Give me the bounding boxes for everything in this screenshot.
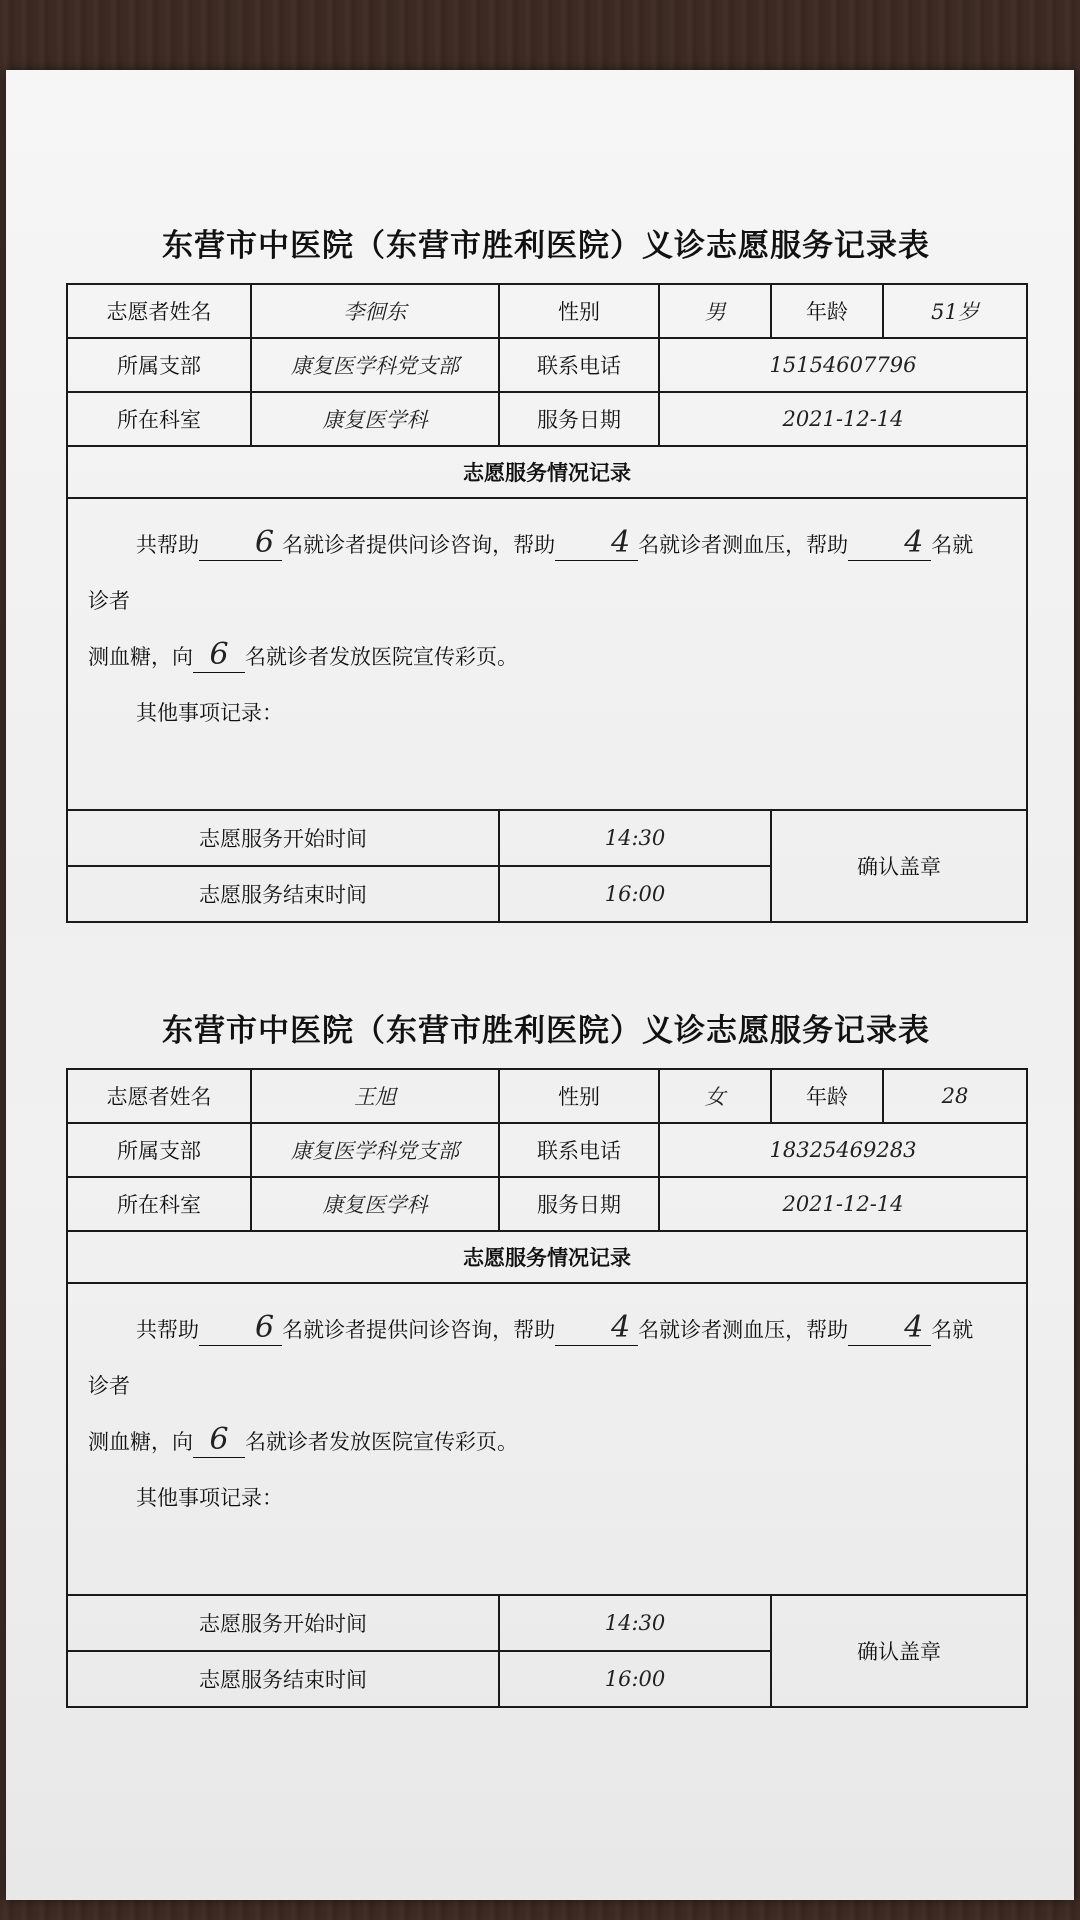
record-line	[88, 1302, 976, 1414]
name-label: 志愿者姓名	[67, 284, 251, 338]
department-label: 所在科室	[67, 1177, 251, 1231]
section-title: 志愿服务情况记录	[67, 1231, 1027, 1283]
blood-sugar-count: 4	[848, 526, 931, 561]
brochure-count: 6	[193, 1423, 245, 1458]
blood-pressure-count: 4	[555, 526, 638, 561]
record-line	[88, 517, 976, 629]
record-text: 名就诊者	[88, 533, 974, 613]
service-record-form-1	[66, 220, 1026, 923]
name-label: 志愿者姓名	[67, 1069, 251, 1123]
end-time-value: 16:00	[499, 1651, 771, 1707]
record-text: 名就诊者测血压，帮助	[638, 1318, 849, 1342]
end-time-value: 16:00	[499, 866, 771, 922]
service-record-text	[67, 1283, 1027, 1595]
age-value: 28	[883, 1069, 1027, 1123]
department-value: 康复医学科	[251, 1177, 499, 1231]
other-notes-label: 其他事项记录：	[136, 1486, 283, 1510]
record-line	[88, 629, 976, 685]
other-notes-label: 其他事项记录：	[136, 701, 283, 725]
end-time-label: 志愿服务结束时间	[67, 1651, 499, 1707]
age-label: 年龄	[771, 284, 883, 338]
start-time-label: 志愿服务开始时间	[67, 810, 499, 866]
service-date-value: 2021-12-14	[659, 392, 1027, 446]
start-time-value: 14:30	[499, 1595, 771, 1651]
record-text: 共帮助	[136, 533, 199, 557]
phone-value: 18325469283	[659, 1123, 1027, 1177]
gender-label: 性别	[499, 1069, 659, 1123]
record-text: 名就诊者提供问诊咨询，帮助	[282, 1318, 556, 1342]
form-title: 东营市中医院（东营市胜利医院）义诊志愿服务记录表	[162, 1013, 930, 1049]
age-label: 年龄	[771, 1069, 883, 1123]
blood-pressure-count: 4	[555, 1311, 638, 1346]
branch-value: 康复医学科党支部	[251, 338, 499, 392]
confirm-stamp-label: 确认盖章	[771, 1595, 1027, 1707]
service-date-label: 服务日期	[499, 392, 659, 446]
blood-sugar-count: 4	[848, 1311, 931, 1346]
branch-label: 所属支部	[67, 338, 251, 392]
service-date-value: 2021-12-14	[659, 1177, 1027, 1231]
record-text: 共帮助	[136, 1318, 199, 1342]
consult-count: 6	[199, 1311, 282, 1346]
record-text: 名就诊者测血压，帮助	[638, 533, 849, 557]
age-value: 51岁	[883, 284, 1027, 338]
service-record-form-2	[66, 1005, 1026, 1708]
gender-value: 男	[659, 284, 771, 338]
record-text: 名就诊者发放医院宣传彩页。	[245, 1430, 518, 1454]
branch-label: 所属支部	[67, 1123, 251, 1177]
gender-value: 女	[659, 1069, 771, 1123]
phone-value: 15154607796	[659, 338, 1027, 392]
record-text: 名就诊者发放医院宣传彩页。	[245, 645, 518, 669]
confirm-stamp-label: 确认盖章	[771, 810, 1027, 922]
branch-value: 康复医学科党支部	[251, 1123, 499, 1177]
service-record-text	[67, 498, 1027, 810]
brochure-count: 6	[193, 638, 245, 673]
record-text: 测血糖，向	[88, 1430, 193, 1454]
service-date-label: 服务日期	[499, 1177, 659, 1231]
department-value: 康复医学科	[251, 392, 499, 446]
department-label: 所在科室	[67, 392, 251, 446]
record-text: 名就诊者	[88, 1318, 974, 1398]
name-value: 王旭	[251, 1069, 499, 1123]
paper-sheet	[6, 70, 1074, 1900]
name-value: 李徊东	[251, 284, 499, 338]
phone-label: 联系电话	[499, 338, 659, 392]
record-line	[88, 1414, 976, 1470]
end-time-label: 志愿服务结束时间	[67, 866, 499, 922]
record-table	[66, 283, 1028, 923]
record-text: 名就诊者提供问诊咨询，帮助	[282, 533, 556, 557]
start-time-value: 14:30	[499, 810, 771, 866]
record-text: 测血糖，向	[88, 645, 193, 669]
consult-count: 6	[199, 526, 282, 561]
section-title: 志愿服务情况记录	[67, 446, 1027, 498]
form-title: 东营市中医院（东营市胜利医院）义诊志愿服务记录表	[162, 228, 930, 264]
phone-label: 联系电话	[499, 1123, 659, 1177]
gender-label: 性别	[499, 284, 659, 338]
start-time-label: 志愿服务开始时间	[67, 1595, 499, 1651]
record-table	[66, 1068, 1028, 1708]
